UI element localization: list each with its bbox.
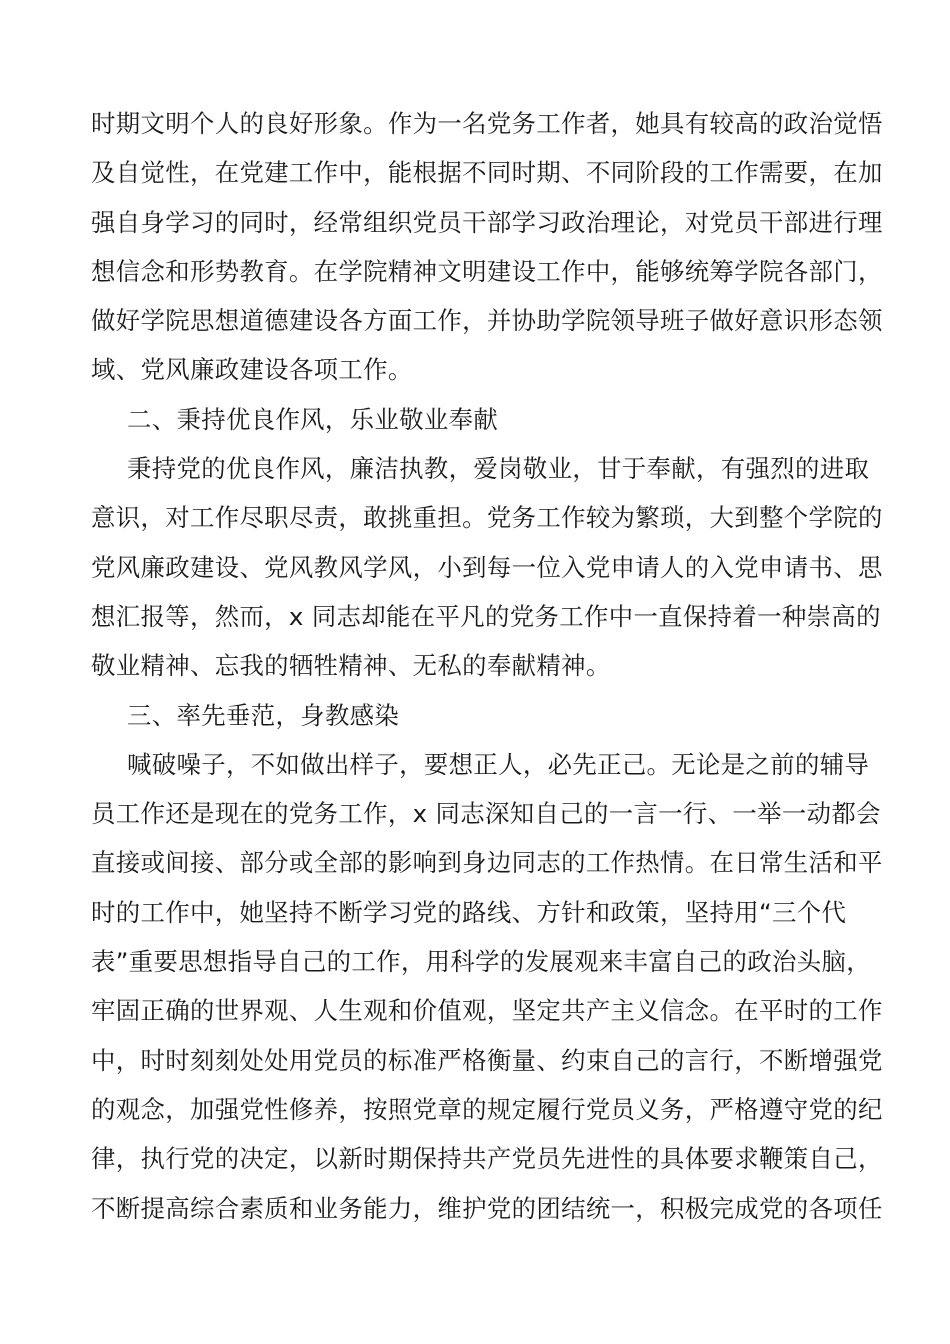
text-line: 时期文明个人的良好形象。作为一名党务工作者，她具有较高的政治觉悟	[91, 109, 883, 138]
text-line: 想信念和形势教育。在学院精神文明建设工作中，能够统筹学院各部门，	[91, 256, 883, 286]
text-line: 员工作还是现在的党务工作，x 同志深知自己的一言一行、一举一动都会	[91, 799, 881, 829]
document-body	[91, 99, 883, 1233]
text-line: 想汇报等，然而，x 同志却能在平凡的党务工作中一直保持着一种崇高的	[91, 601, 881, 631]
text-line: 及自觉性，在党建工作中，能根据不同时期、不同阶段的工作需要，在加	[91, 158, 883, 188]
text-line: 不断提高综合素质和业务能力，维护党的团结统一，积极完成党的各项任	[91, 1193, 883, 1223]
text-line: 的观念，加强党性修养，按照党章的规定履行党员义务，严格遵守党的纪	[91, 1094, 883, 1124]
text-line: 域、党风廉政建设各项工作。	[91, 355, 413, 385]
text-line: 时的工作中，她坚持不断学习党的路线、方针和政策，坚持用“三个代	[91, 897, 847, 927]
text-line: 喊破噪子，不如做出样子，要想正人，必先正己。无论是之前的辅导	[127, 749, 870, 779]
text-line: 党风廉政建设、党风教风学风，小到每一位入党申请人的入党申请书、思	[91, 552, 883, 582]
text-line: 中，时时刻刻处处用党员的标准严格衡量、约束自己的言行，不断增强党	[91, 1045, 883, 1075]
section-heading: 二、秉持优良作风，乐业敬业奉献	[127, 404, 499, 434]
text-line: 强自身学习的同时，经常组织党员干部学习政治理论，对党员干部进行理	[91, 207, 883, 237]
text-line: 律，执行党的决定，以新时期保持共产党员先进性的具体要求鞭策自己，	[91, 1144, 883, 1174]
text-line: 秉持党的优良作风，廉洁执教，爱岗敬业，甘于奉献，有强烈的进取	[127, 454, 870, 484]
text-line: 敬业精神、忘我的牺牲精神、无私的奉献精神。	[91, 651, 611, 681]
text-line: 意识，对工作尽职尽责，敢挑重担。党务工作较为繁琐，大到整个学院的	[91, 503, 883, 533]
section-heading: 三、率先垂范，身教感染	[127, 700, 400, 730]
text-line: 表”重要思想指导自己的工作，用科学的发展观来丰富自己的政治头脑，	[91, 947, 871, 977]
text-line: 牢固正确的世界观、人生观和价值观，坚定共产主义信念。在平时的工作	[91, 996, 883, 1026]
text-line: 直接或间接、部分或全部的影响到身边同志的工作热情。在日常生活和平	[91, 848, 883, 878]
text-line: 做好学院思想道德建设各方面工作，并协助学院领导班子做好意识形态领	[91, 306, 883, 336]
